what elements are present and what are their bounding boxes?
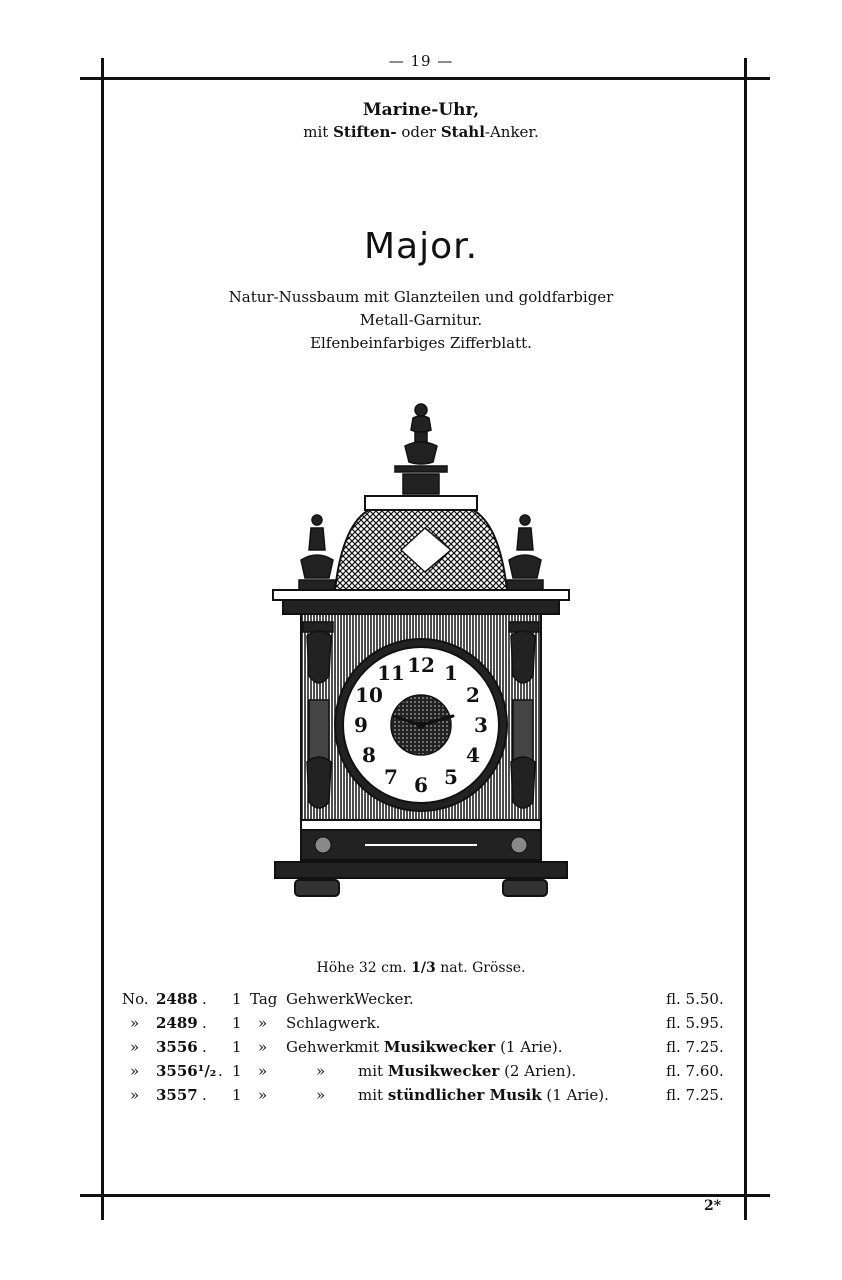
- dial-numeral: 6: [414, 773, 428, 797]
- side-finial-right: [507, 515, 543, 590]
- dial-numeral: 11: [377, 661, 405, 685]
- dial-numeral: 8: [362, 743, 376, 767]
- dial-numeral: 10: [355, 683, 383, 707]
- top-finial: [395, 404, 447, 494]
- side-finial-left: [299, 515, 335, 590]
- description-line: Elfenbeinfarbiges Zifferblatt.: [310, 334, 532, 352]
- footer-signature: 2*: [704, 1198, 722, 1214]
- dial-numeral: 7: [384, 765, 398, 789]
- size-note: Höhe 32 cm. 1/3 nat. Grösse.: [316, 960, 526, 976]
- subtitle-heading: Marine-Uhr,: [362, 100, 480, 120]
- description-line: Metall-Garnitur.: [359, 311, 483, 329]
- subtitle-line: mit Stiften- oder Stahl-Anker.: [303, 123, 539, 141]
- dial-numeral: 9: [354, 713, 368, 737]
- bottom-rule: [80, 1194, 770, 1197]
- dial-numeral: 2: [466, 683, 480, 707]
- dial-numeral: 4: [466, 743, 480, 767]
- page-number: — 19 —: [388, 52, 454, 70]
- dial-numeral: 3: [474, 713, 488, 737]
- dial-numeral: 1: [444, 661, 458, 685]
- top-rule: [80, 77, 770, 80]
- dial-numeral: 5: [444, 765, 458, 789]
- clock-illustration: [265, 400, 577, 912]
- description-line: Natur-Nussbaum mit Glanzteilen und goldfarbiger: [228, 288, 614, 306]
- product-title: Major.: [363, 226, 479, 267]
- dial-numeral: 12: [407, 653, 435, 677]
